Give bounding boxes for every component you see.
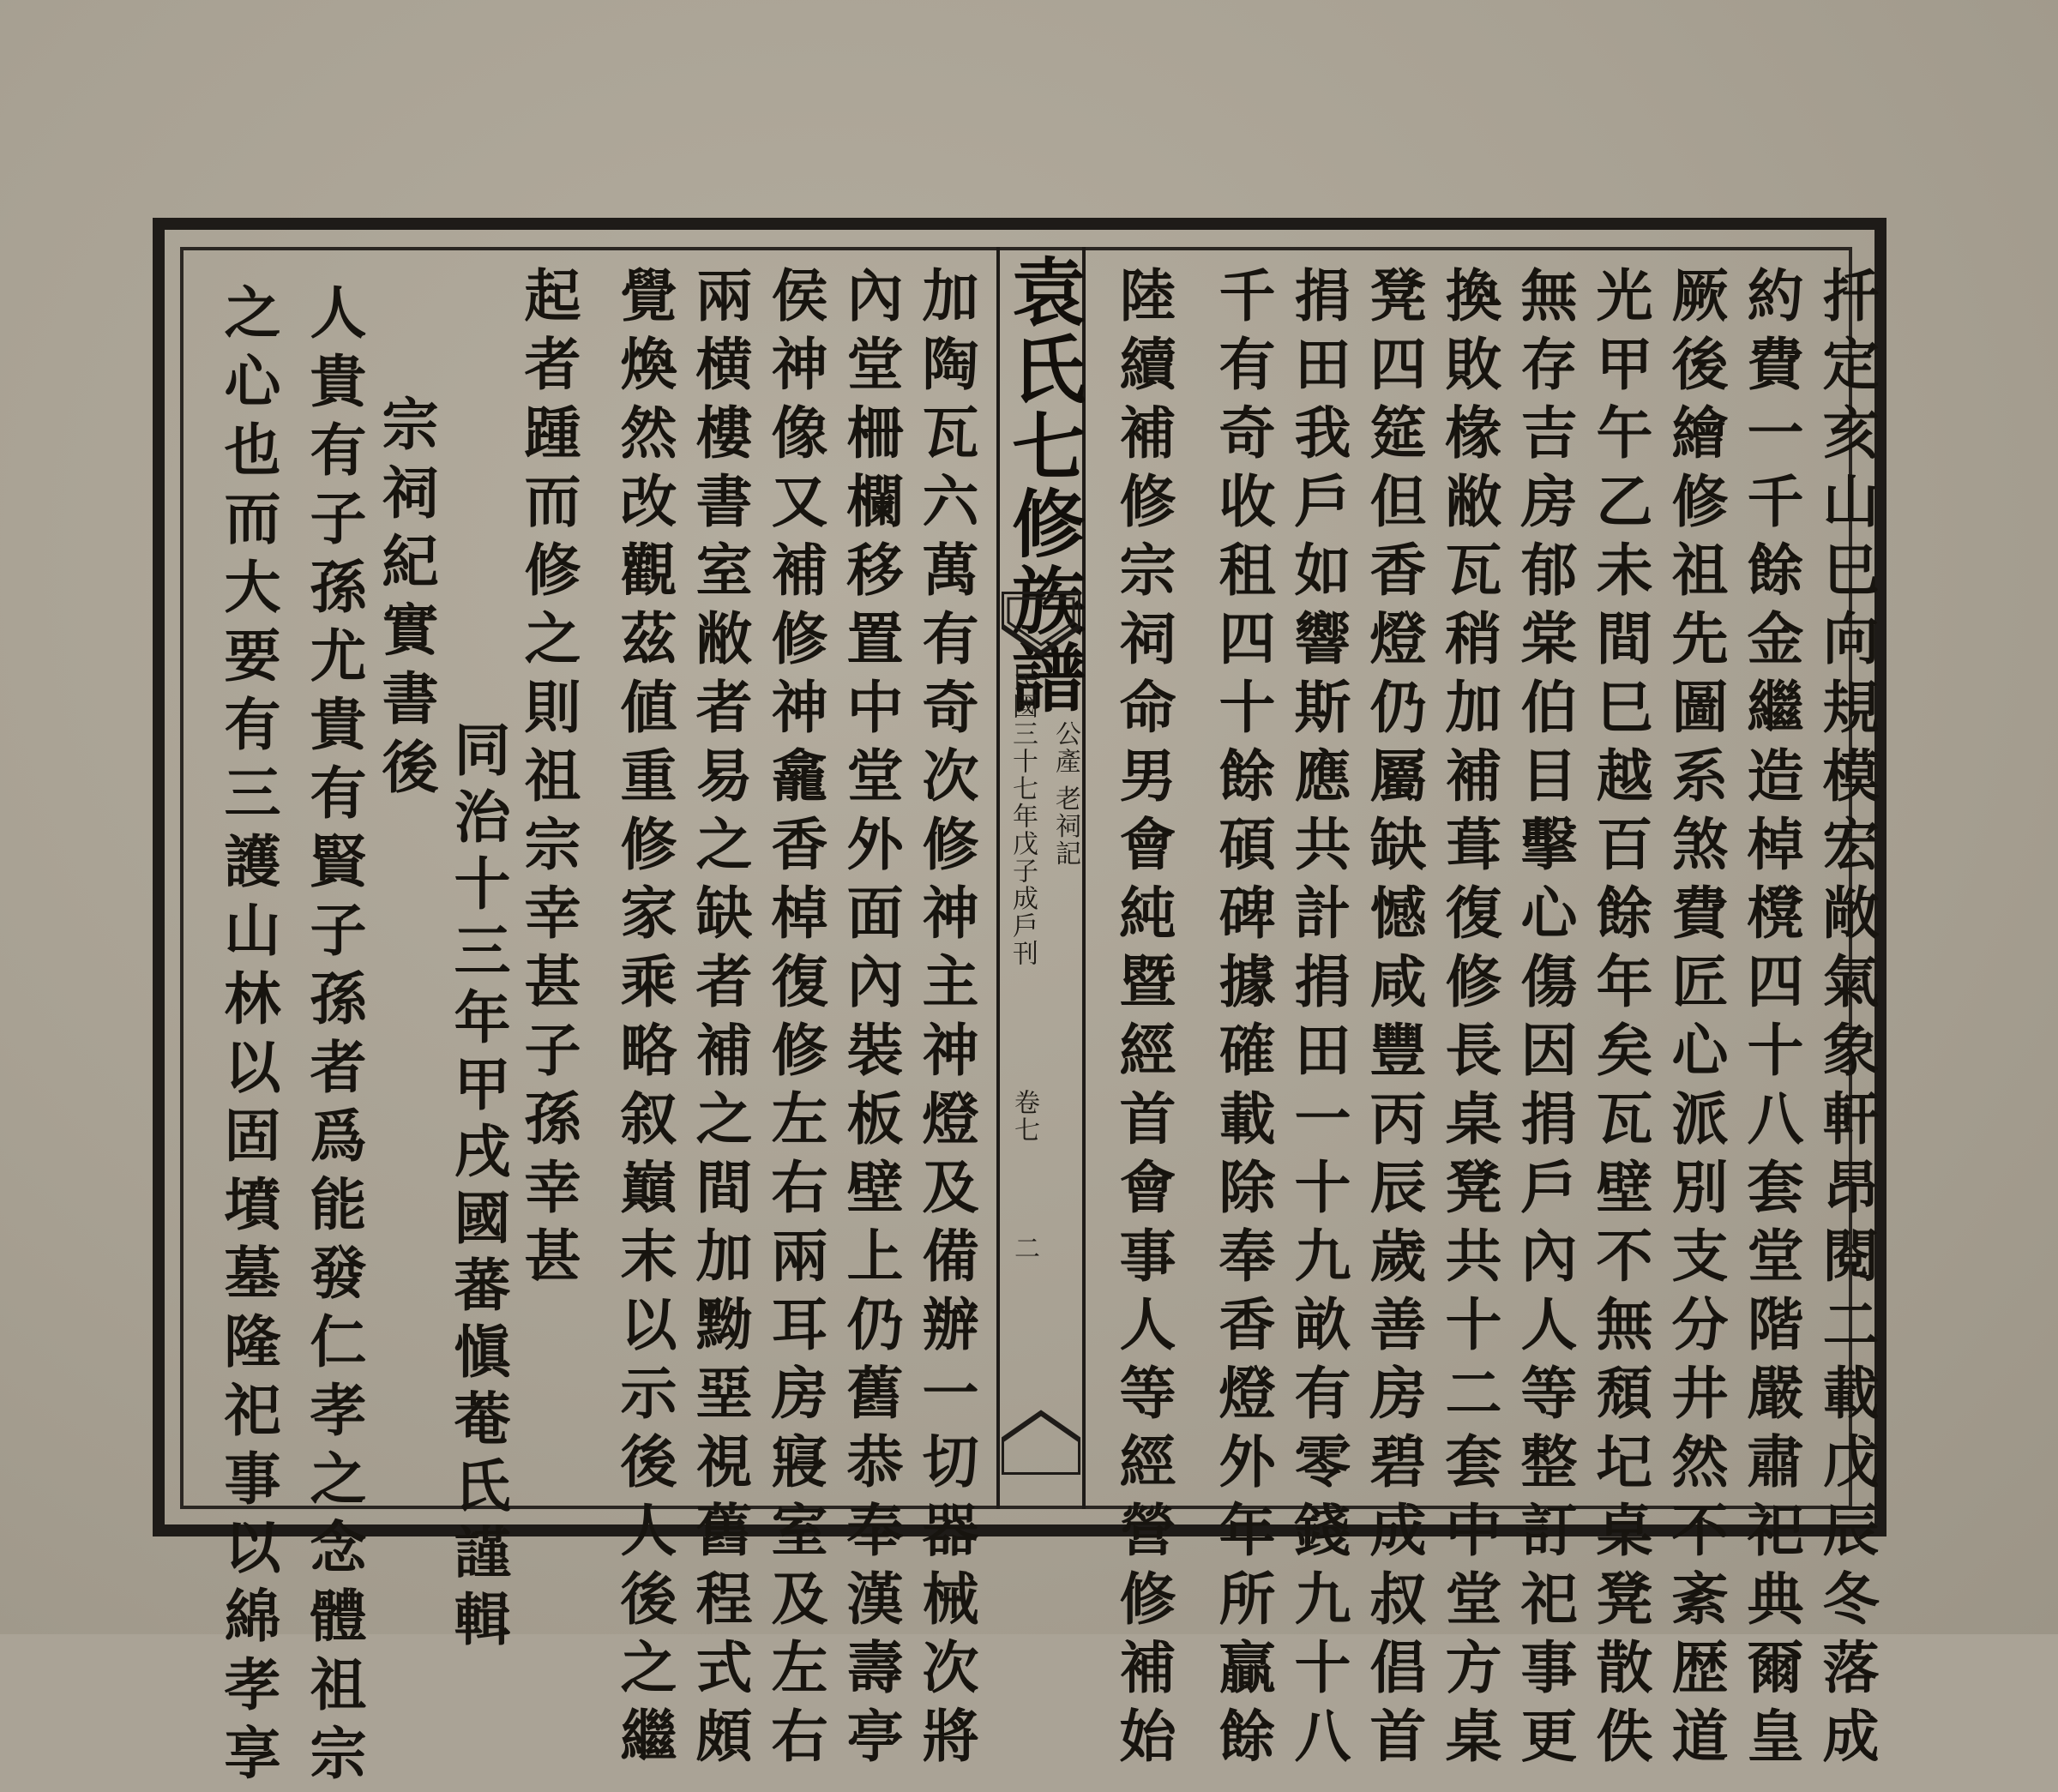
right-column-1: 扦定亥山巳向規模宏敞氣象軒昂閱二載戊辰冬落成 <box>1813 266 1880 1775</box>
left-column-2: 內堂柵欄移置中堂外面內裝板壁上仍舊恭奉漢壽亭 <box>837 266 904 1775</box>
left-column-4: 兩横樓書室敝者易之缺者補之間加黝堊視舊程式頗 <box>686 266 753 1775</box>
right-column-9: 千有奇收租四十餘碩碑據確載除奉香燈外年所贏餘 <box>1209 266 1276 1775</box>
right-column-6: 換敗椽敝瓦稍加補葺復修長桌凳共十二套中堂方桌 <box>1435 266 1502 1775</box>
right-column-4: 光甲午乙未間巳越百餘年矣瓦壁不無頹圮桌凳散佚 <box>1586 266 1653 1775</box>
right-column-3: 厥後繪修祖先圖系煞費匠心派別支分井然不紊歴道 <box>1662 266 1729 1775</box>
volume-label: 卷七 <box>1009 1089 1039 1144</box>
fish-tail-ornament-top <box>1002 592 1080 660</box>
right-column-2: 約費一千餘金繼造棹櫈四十八套堂階嚴肅祀典爾皇 <box>1737 266 1804 1775</box>
fish-tail-ornament-bottom <box>1002 1406 1080 1475</box>
right-column-7: 凳四筵但香燈仍屬缺憾咸豐丙辰歲善房碧成叔倡首 <box>1360 266 1427 1775</box>
postscript-title: 宗祠紀實書後 <box>372 394 439 806</box>
page-number: 二 <box>1009 1235 1039 1262</box>
left-column-6: 起者踵而修之則祖宗幸甚子孫幸甚 <box>514 266 581 1295</box>
category-note: 公產 老祠記 <box>1050 720 1080 868</box>
book-title: 袁氏七修族譜 <box>999 254 1086 717</box>
right-column-5: 無存吉房郁棠伯目擊心傷因捐戶內人等整訂祀事更 <box>1511 266 1578 1775</box>
left-column-1: 加陶瓦六萬有奇次修神主神燈及備辦一切器械次將 <box>912 266 979 1775</box>
postscript-column-2: 之心也而大要有三護山林以固墳墓隆祀事以綿孝享 <box>214 283 281 1792</box>
left-column-5: 覺煥然改觀茲値重修家乘略叙巔末以示後人後之繼 <box>611 266 677 1775</box>
postscript-column-1: 人貴有子孫尤貴有賢子孫者爲能發仁孝之念體祖宗 <box>300 283 367 1792</box>
right-column-10: 陸續補修宗祠命男會純暨經首會事人等經營修補始 <box>1110 266 1176 1775</box>
signature-line: 同治十三年甲戌國蕃愼菴氏謹輯 <box>444 720 511 1657</box>
left-column-3: 侯神像又補修神龕香棹復修左右兩耳房寢室及左右 <box>761 266 828 1775</box>
right-column-8: 捐田我戶如響斯應共計捐田一十九畝有零錢九十八 <box>1285 266 1351 1775</box>
edition-note: 民國三十七年戊子成戶刊 <box>1008 665 1038 967</box>
